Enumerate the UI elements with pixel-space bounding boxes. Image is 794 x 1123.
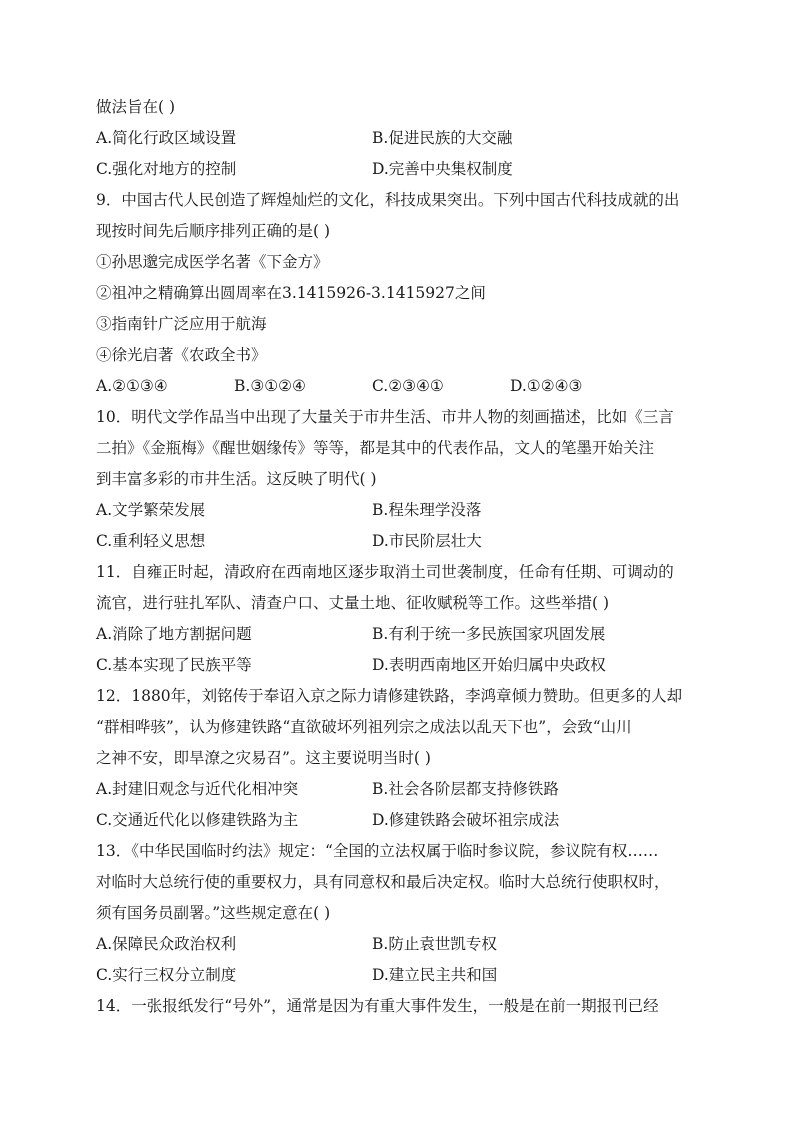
option-row [96,929,700,960]
question-stem: 流官，进行驻扎军队、清查户口、丈量土地、征收赋税等工作。这些举措( ) [96,594,610,612]
question-stem: 二拍》《金瓶梅》《醒世姻缘传》等等，都是其中的代表作品，文人的笔墨开始关注 [96,439,655,457]
option-c[interactable]: C.交通近代化以修建铁路为主 [96,811,299,829]
question-stem: 做法旨在( ) [96,98,176,116]
option-a[interactable]: A.保障民众政治权利 [96,935,237,953]
question-stem: 现按时间先后顺序排列正确的是( ) [96,222,331,240]
question-9 [96,185,700,402]
option-a[interactable]: A.②①③④ [96,377,168,395]
option-c[interactable]: C.强化对地方的控制 [96,160,237,178]
option-row [96,526,700,557]
option-c[interactable]: C.基本实现了民族平等 [96,656,252,674]
option-b[interactable]: B.有利于统一多民族国家巩固发展 [372,625,606,643]
option-d[interactable]: D.市民阶层壮大 [372,532,482,550]
option-c[interactable]: C.重利轻义思想 [96,532,206,550]
question-stem: 之神不安，即旱潦之灾易召”。这主要说明当时( ) [96,749,431,767]
question-stem: 须有国务员副署。”这些规定意在( ) [96,904,331,922]
question-stem: “群相哗骇”，认为修建铁路“直欲破坏列祖列宗之成法以乱天下也”，会致“山川 [96,718,632,736]
question-stem: 到丰富多彩的市井生活。这反映了明代( ) [96,470,377,488]
option-a[interactable]: A.封建旧观念与近代化相冲突 [96,780,299,798]
option-row [96,371,700,402]
question-item: ③指南针广泛应用于航海 [96,315,267,333]
question-item: ④徐光启著《农政全书》 [96,346,267,364]
question-stem: 11．自雍正时起，清政府在西南地区逐步取消土司世袭制度，任命有任期、可调动的 [96,563,674,581]
question-stem: 10．明代文学作品当中出现了大量关于市井生活、市井人物的刻画描述，比如《三言 [96,408,674,426]
question-11 [96,557,700,681]
question-14 [96,991,700,1022]
option-a[interactable]: A.消除了地方割据问题 [96,625,252,643]
option-d[interactable]: D.建立民主共和国 [372,966,498,984]
question-stem: 14．一张报纸发行“号外”，通常是因为有重大事件发生，一般是在前一期报刊已经 [96,997,659,1015]
option-row [96,495,700,526]
option-d[interactable]: D.①②④③ [510,377,583,395]
option-c[interactable]: C.实行三权分立制度 [96,966,237,984]
question-stem: 9．中国古代人民创造了辉煌灿烂的文化，科技成果突出。下列中国古代科技成就的出 [96,191,680,209]
option-row [96,650,700,681]
option-row [96,805,700,836]
option-c[interactable]: C.②③④① [372,377,444,395]
question-stem: 对临时大总统行使的重要权力，具有同意权和最后决定权。临时大总统行使职权时， [96,873,670,891]
option-d[interactable]: D.表明西南地区开始归属中央政权 [372,656,606,674]
option-a[interactable]: A.文学繁荣发展 [96,501,206,519]
question-stem: 12．1880年，刘铭传于奉诏入京之际力请修建铁路，李鸿章倾力赞助。但更多的人却 [96,687,683,705]
question-item: ②祖冲之精确算出圆周率在3.1415926-3.1415927之间 [96,284,486,302]
option-b[interactable]: B.社会各阶层都支持修铁路 [372,780,559,798]
question-12 [96,681,700,836]
option-a[interactable]: A.简化行政区域设置 [96,129,237,147]
question-13 [96,836,700,991]
option-d[interactable]: D.完善中央集权制度 [372,160,513,178]
option-d[interactable]: D.修建铁路会破坏祖宗成法 [372,811,560,829]
exam-page [96,92,700,1022]
question-item: ①孙思邈完成医学名著《下金方》 [96,253,329,271]
option-b[interactable]: B.促进民族的大交融 [372,129,513,147]
question-stem: 13．《中华民国临时约法》规定：“全国的立法权属于临时参议院，参议院有权…… [96,842,659,860]
option-row [96,619,700,650]
option-row [96,123,700,154]
question-10 [96,402,700,557]
option-row [96,960,700,991]
option-b[interactable]: B.防止袁世凯专权 [372,935,497,953]
question-8 [96,92,700,185]
option-row [96,154,700,185]
option-row [96,774,700,805]
option-b[interactable]: B.③①②④ [234,377,306,395]
option-b[interactable]: B.程朱理学没落 [372,501,482,519]
